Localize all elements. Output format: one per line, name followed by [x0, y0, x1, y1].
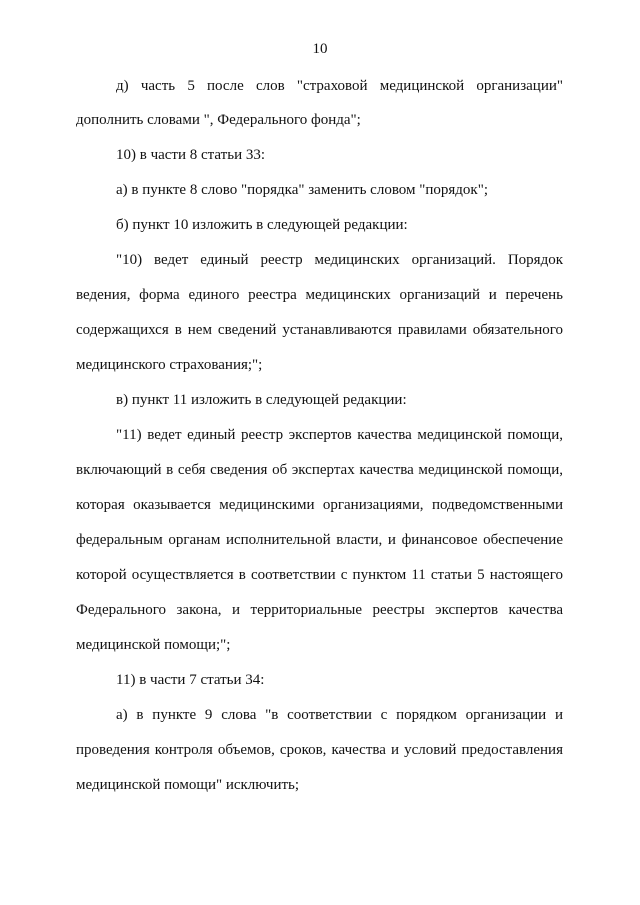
text-line: д) часть 5 после слов "страховой медицинской организации" [116, 78, 563, 94]
text-line: а) в пункте 8 слово "порядка" заменить словом "порядок"; [116, 182, 489, 198]
text-line: Федерального закона, и территориальные реестры экспертов качества [76, 602, 563, 618]
text-line: 11) в части 7 статьи 34: [116, 672, 265, 688]
text-line: "11) ведет единый реестр экспертов качества медицинской помощи, [116, 427, 563, 443]
text-line: дополнить словами ", Федерального фонда"; [76, 112, 361, 128]
text-line: ведения, форма единого реестра медицинских организаций и перечень [76, 287, 563, 303]
text-line: которой осуществляется в соответствии с пунктом 11 статьи 5 настоящего [76, 567, 563, 583]
text-line: включающий в себя сведения об экспертах качества медицинской помощи, [76, 462, 563, 478]
text-line: содержащихся в нем сведений устанавливаются правилами обязательного [76, 322, 563, 338]
text-line: 10) в части 8 статьи 33: [116, 147, 266, 163]
text-line: в) пункт 11 изложить в следующей редакции: [116, 392, 407, 408]
text-line: "10) ведет единый реестр медицинских организаций. Порядок [116, 252, 563, 268]
text-line: б) пункт 10 изложить в следующей редакции: [116, 217, 408, 233]
text-line: которая оказывается медицинскими организациями, подведомственными [76, 497, 563, 513]
page-number: 10 [312, 41, 328, 57]
text-line: а) в пункте 9 слова "в соответствии с порядком организации и [116, 707, 563, 723]
text-line: медицинской помощи" исключить; [76, 777, 300, 793]
text-line: проведения контроля объемов, сроков, качества и условий предоставления [76, 742, 563, 758]
text-line: федеральным органам исполнительной власти, и финансовое обеспечение [76, 532, 563, 548]
text-line: медицинского страхования;"; [76, 357, 263, 373]
text-line: медицинской помощи;"; [76, 637, 231, 653]
